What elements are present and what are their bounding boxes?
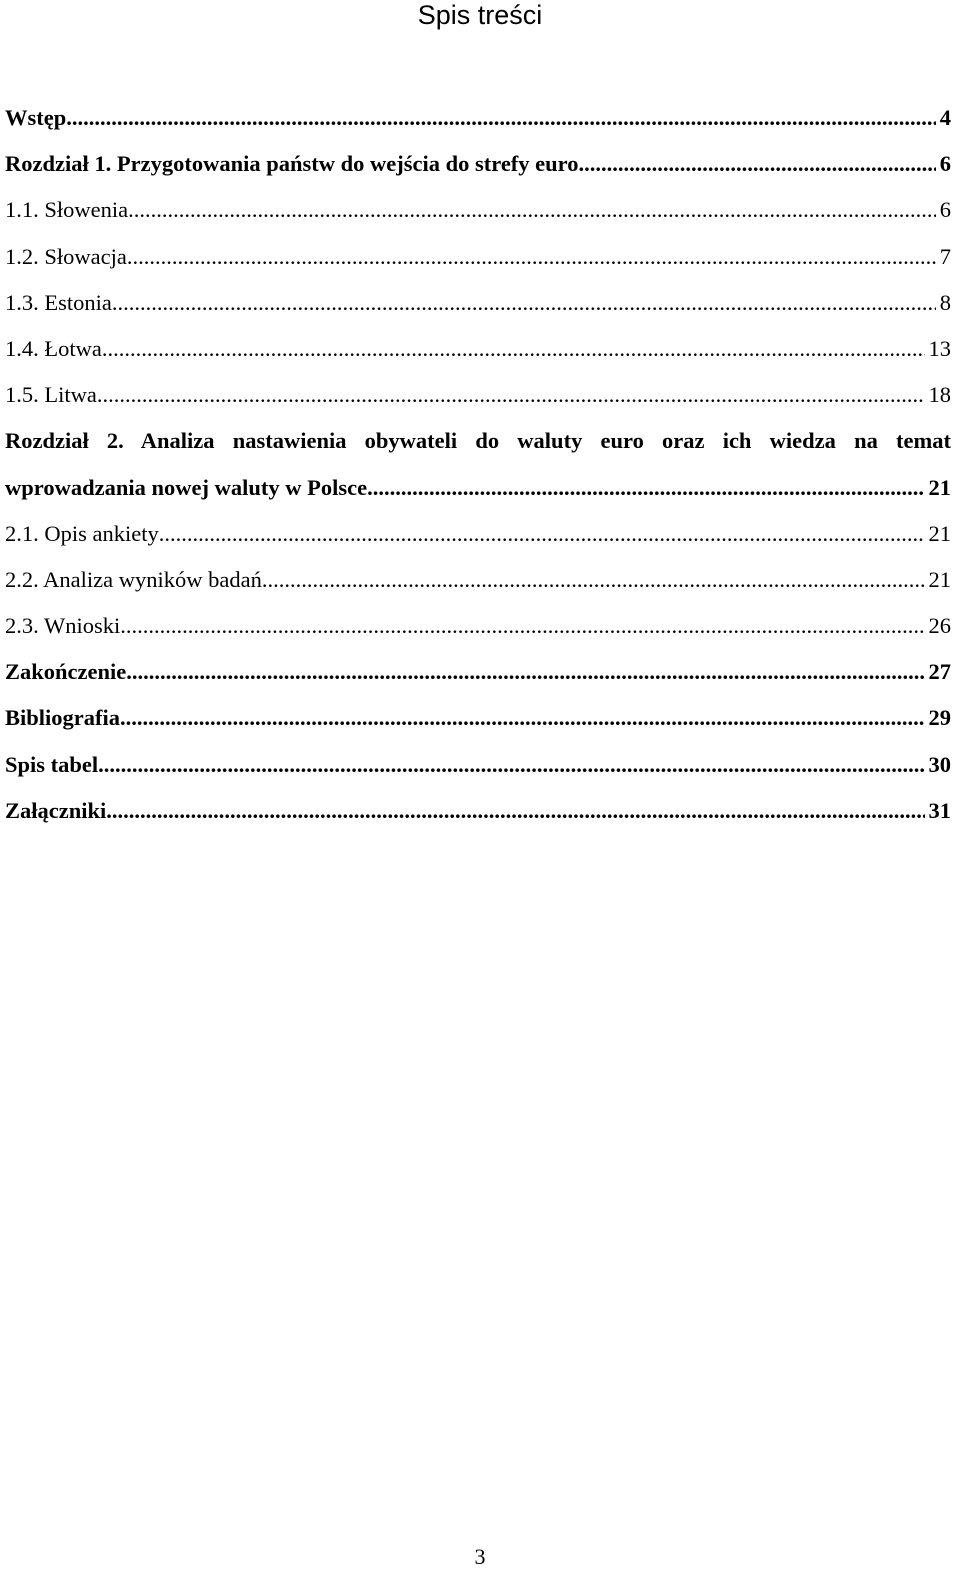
toc-entry-text: 1.3. Estonia bbox=[5, 289, 112, 315]
table-of-contents bbox=[5, 95, 951, 834]
toc-entry-zakonczenie[interactable] bbox=[5, 649, 951, 695]
toc-entry-page: 6 bbox=[939, 151, 951, 177]
toc-entry-2-2[interactable] bbox=[5, 557, 951, 603]
toc-dot-leader bbox=[367, 465, 924, 511]
toc-entry-text: 1.4. Łotwa bbox=[5, 335, 102, 361]
toc-entry-page: 13 bbox=[928, 335, 951, 361]
toc-dot-leader bbox=[106, 788, 924, 834]
toc-entry-page: 8 bbox=[939, 289, 951, 315]
toc-entry-text-line2: wprowadzania nowej waluty w Polsce bbox=[5, 474, 368, 500]
toc-entry-page: 21 bbox=[928, 566, 951, 592]
toc-dot-leader bbox=[98, 742, 924, 788]
toc-entry-1-1[interactable] bbox=[5, 187, 951, 233]
toc-entry-text: Załączniki bbox=[5, 797, 107, 823]
toc-dot-leader bbox=[97, 372, 925, 418]
toc-entry-text: Zakończenie bbox=[5, 659, 127, 685]
toc-dot-leader bbox=[262, 557, 925, 603]
toc-entry-text: Spis tabel bbox=[5, 751, 99, 777]
toc-entry-rozdzial-1[interactable] bbox=[5, 141, 951, 187]
toc-dot-leader bbox=[66, 95, 936, 141]
page-title: Spis treści bbox=[417, 0, 543, 30]
toc-entry-text-line1: Rozdział 2. Analiza nastawienia obywateli do waluty euro oraz ich wiedza na temat bbox=[5, 428, 951, 454]
toc-entry-rozdzial-2[interactable] bbox=[5, 418, 951, 510]
toc-entry-page: 30 bbox=[928, 751, 951, 777]
toc-dot-leader bbox=[102, 326, 925, 372]
toc-entry-2-1[interactable] bbox=[5, 511, 951, 557]
toc-entry-1-5[interactable] bbox=[5, 372, 951, 418]
toc-entry-page: 21 bbox=[928, 520, 951, 546]
toc-dot-leader bbox=[126, 649, 924, 695]
toc-dot-leader bbox=[127, 234, 936, 280]
toc-entry-page: 29 bbox=[928, 705, 951, 731]
toc-entry-text: Wstęp bbox=[5, 105, 67, 130]
toc-entry-text: 1.2. Słowacja bbox=[5, 243, 127, 269]
toc-dot-leader bbox=[159, 511, 925, 557]
toc-entry-page: 31 bbox=[928, 797, 951, 823]
toc-entry-1-3[interactable] bbox=[5, 280, 951, 326]
toc-entry-page: 27 bbox=[928, 659, 951, 685]
toc-entry-zalaczniki[interactable] bbox=[5, 788, 951, 834]
toc-dot-leader bbox=[112, 280, 936, 326]
toc-dot-leader bbox=[120, 603, 924, 649]
toc-entry-2-3[interactable] bbox=[5, 603, 951, 649]
toc-entry-bibliografia[interactable] bbox=[5, 695, 951, 741]
toc-dot-leader bbox=[120, 695, 924, 741]
toc-entry-1-4[interactable] bbox=[5, 326, 951, 372]
toc-entry-wstep[interactable] bbox=[5, 95, 951, 141]
toc-entry-text: 1.1. Słowenia bbox=[5, 197, 129, 223]
toc-entry-spis-tabel[interactable] bbox=[5, 742, 951, 788]
toc-entry-text: 1.5. Litwa bbox=[5, 382, 97, 408]
page-number: 3 bbox=[474, 1544, 486, 1569]
toc-entry-text: 2.3. Wnioski bbox=[5, 613, 121, 639]
toc-entry-text: Bibliografia bbox=[5, 705, 121, 731]
toc-entry-page: 7 bbox=[939, 243, 951, 269]
toc-dot-leader bbox=[579, 141, 936, 187]
toc-dot-leader bbox=[128, 187, 936, 233]
toc-entry-text: Rozdział 1. Przygotowania państw do wejścia do strefy euro bbox=[5, 151, 579, 177]
toc-entry-page: 4 bbox=[939, 105, 951, 130]
toc-entry-page: 6 bbox=[939, 197, 951, 223]
toc-entry-page: 21 bbox=[928, 474, 951, 500]
toc-entry-1-2[interactable] bbox=[5, 234, 951, 280]
toc-entry-page: 26 bbox=[928, 613, 951, 639]
toc-entry-page: 18 bbox=[928, 382, 951, 408]
toc-entry-text: 2.2. Analiza wyników badań bbox=[5, 566, 262, 592]
toc-entry-text: 2.1. Opis ankiety bbox=[5, 520, 159, 546]
